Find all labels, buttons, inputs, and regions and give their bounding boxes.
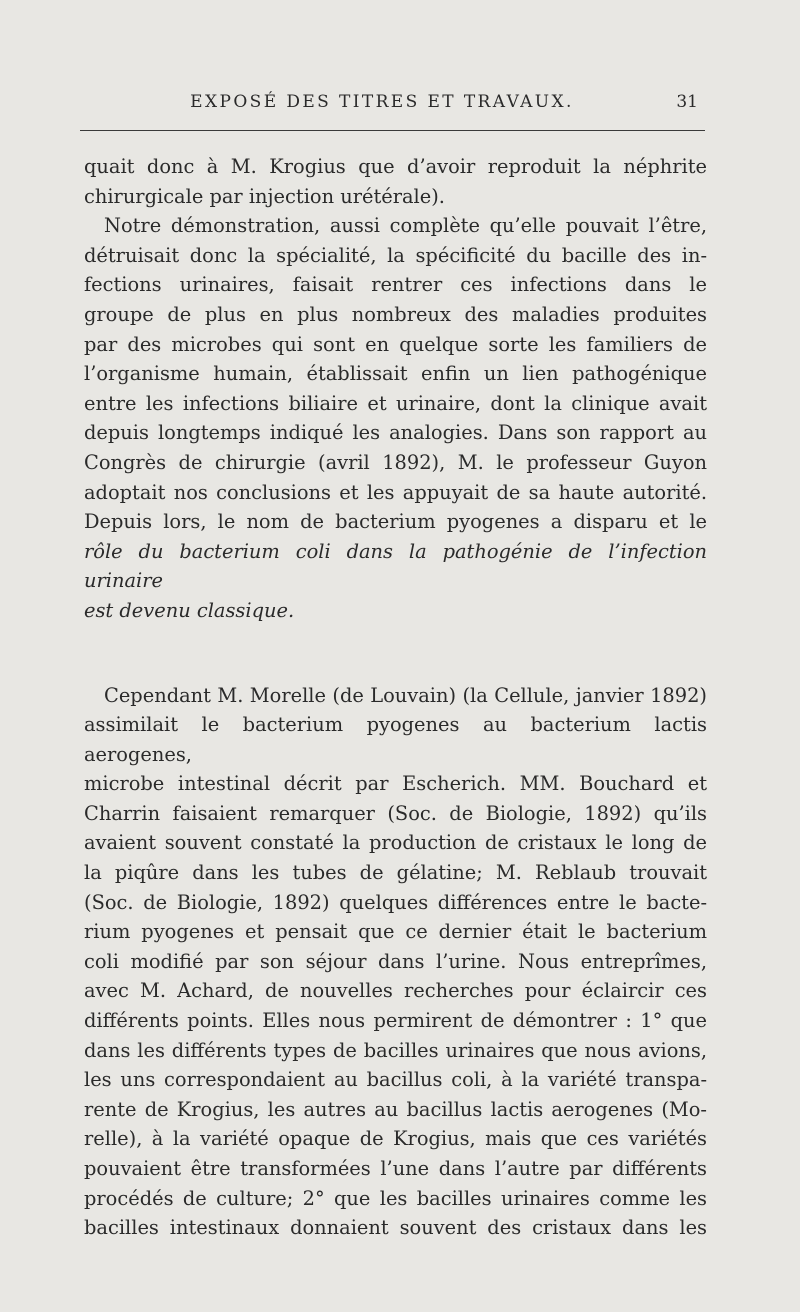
text-line: Charrin faisaient remarquer (Soc. de Biologie, 1892) qu’ils [84, 801, 707, 825]
text-line: rente de Krogius, les autres au bacillus lactis aerogenes (Mo- [84, 1097, 707, 1121]
text-line: Cependant M. Morelle (de Louvain) (la Cellule, janvier 1892) [104, 683, 707, 707]
text-line: fections urinaires, faisait rentrer ces infections dans le [84, 273, 707, 297]
text-line: Notre démonstration, aussi complète qu’elle pouvait l’être, [104, 214, 707, 238]
text-line: différents points. Elles nous permirent de démontrer : 1° que [84, 1009, 707, 1033]
text-line: détruisait donc la spécialité, la spécificité du bacille des in- [84, 243, 707, 267]
text-line: procédés de culture; 2° que les bacilles urinaires comme les [84, 1186, 707, 1210]
running-header [82, 92, 698, 114]
text-line: quait donc à M. Krogius que d’avoir reproduit la néphrite [84, 155, 707, 178]
text-line: entre les infections biliaire et urinaire, dont la clinique avait [84, 391, 707, 415]
text-line: l’organisme humain, établissait enfin un lien pathogénique [84, 362, 707, 386]
page-number: 31 [676, 92, 698, 112]
text-line: rium pyogenes et pensait que ce dernier était le bacterium [84, 920, 707, 944]
text-line: chirurgicale par injection urétérale). [84, 184, 445, 208]
text-line: avec M. Achard, de nouvelles recherches pour éclaircir ces [84, 979, 707, 1003]
text-line: Congrès de chirurgie (avril 1892), M. le professeur Guyon [84, 450, 707, 474]
text-line: groupe de plus en plus nombreux des maladies produites [84, 302, 707, 326]
text-line: microbe intestinal décrit par Escherich. MM. Bouchard et [84, 772, 707, 796]
text-line: adoptait nos conclusions et les appuyait de sa haute autorité. [84, 480, 707, 504]
text-line: la piqûre dans les tubes de gélatine; M. Reblaub trouvait [84, 861, 707, 885]
paragraph-gap [84, 626, 707, 681]
text-line: par des microbes qui sont en quelque sorte les familiers de [84, 332, 707, 356]
header-rule [80, 130, 705, 131]
text-line: bacilles intestinaux donnaient souvent des cristaux dans les [84, 1216, 707, 1240]
text-line: relle), à la variété opaque de Krogius, mais que ces variétés [84, 1127, 707, 1151]
text-line: assimilait le bacterium pyogenes au bacterium lactis aerogenes, [84, 713, 707, 766]
text-line: avaient souvent constaté la production de cristaux le long de [84, 831, 707, 855]
text-line: dans les différents types de bacilles urinaires que nous avions, [84, 1038, 707, 1062]
text-line: (Soc. de Biologie, 1892) quelques différences entre le bacte- [84, 890, 707, 914]
header-title: EXPOSÉ DES TITRES ET TRAVAUX. [190, 92, 574, 112]
text-line: depuis longtemps indiqué les analogies. Dans son rapport au [84, 421, 707, 445]
text-line: coli modifié par son séjour dans l’urine. Nous entreprîmes, [84, 949, 707, 973]
text-line: est devenu classique. [84, 598, 295, 622]
text-line: Depuis lors, le nom de bacterium pyogenes a disparu et le [84, 510, 707, 534]
text-line: les uns correspondaient au bacillus coli, à la variété transpa- [84, 1068, 707, 1092]
text-line: pouvaient être transformées l’une dans l’autre par différents [84, 1157, 707, 1180]
body-text [84, 152, 707, 1243]
text-line: rôle du bacterium coli dans la pathogénie de l’infection urinaire [84, 539, 707, 593]
